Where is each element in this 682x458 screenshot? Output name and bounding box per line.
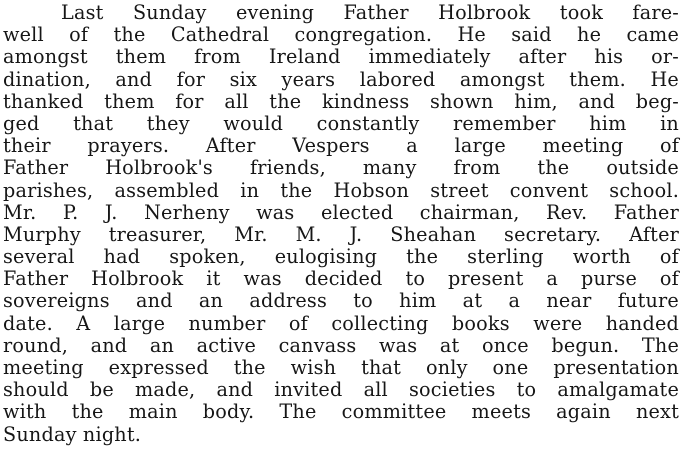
- article-line: ged that they would constantly remember him in: [3, 111, 679, 135]
- article-line: Sunday night.: [3, 422, 142, 446]
- article-line: Last Sunday evening Father Holbrook took fare-: [61, 1, 679, 24]
- article-line: Mr. P. J. Nerheny was elected chairman, Rev. Father: [3, 200, 679, 224]
- article-line: several had spoken, eulogising the sterling worth of: [3, 245, 679, 269]
- article-line: date. A large number of collecting books were handed: [3, 311, 679, 335]
- article-line: Murphy treasurer, Mr. M. J. Sheahan secretary. After: [3, 222, 679, 246]
- article-line: should be made, and invited all societies to amalgamate: [3, 378, 679, 402]
- article-line: thanked them for all the kindness shown him, and beg-: [3, 89, 679, 113]
- article-line: amongst them from Ireland immediately after his or-: [3, 45, 679, 69]
- article-line: dination, and for six years labored amongst them. He: [3, 67, 679, 91]
- article-line: their prayers. After Vespers a large meeting of: [3, 134, 679, 158]
- article-line: well of the Cathedral congregation. He said he came: [3, 23, 679, 47]
- article-line: with the main body. The committee meets again next: [3, 400, 679, 424]
- article-line: sovereigns and an address to him at a near future: [3, 289, 679, 313]
- article-line: Father Holbrook's friends, many from the outside: [3, 156, 679, 180]
- article-line: round, and an active canvass was at once begun. The: [3, 333, 679, 357]
- article-text: [3, 2, 679, 446]
- article-line: Father Holbrook it was decided to present a purse of: [3, 267, 679, 291]
- article-line: meeting expressed the wish that only one presentation: [3, 356, 679, 379]
- article-line: parishes, assembled in the Hobson street convent school.: [3, 178, 679, 202]
